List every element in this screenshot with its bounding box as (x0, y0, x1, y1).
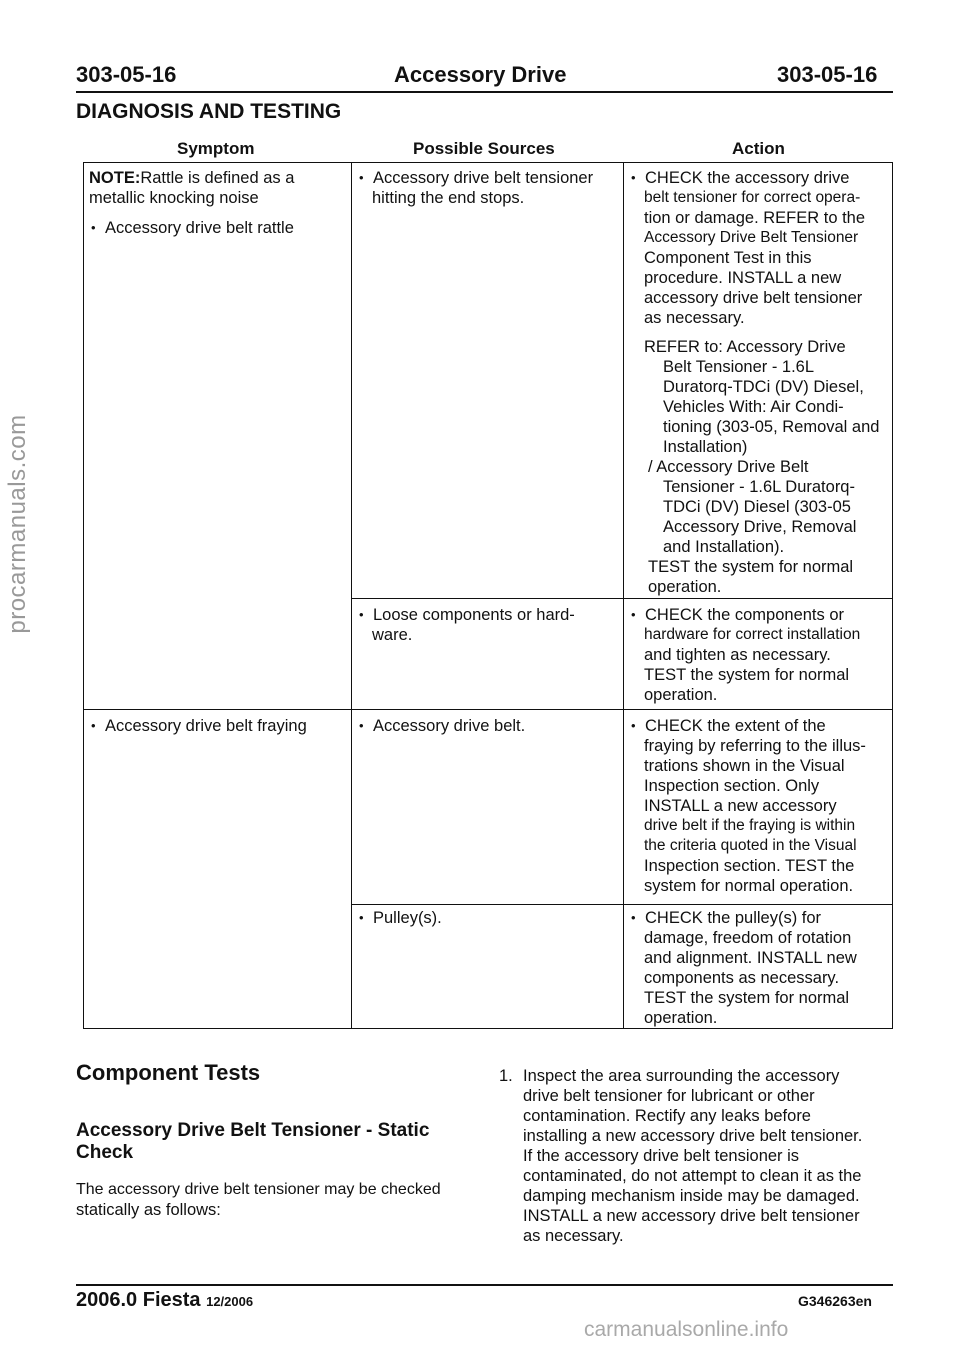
step-line: drive belt tensioner for lubricant or other (523, 1087, 815, 1105)
header-rule (76, 91, 893, 93)
table-row-divider (351, 904, 893, 905)
footer-code: G346263en (798, 1293, 872, 1309)
action-line: components as necessary. (644, 969, 840, 987)
table-row-divider (351, 598, 893, 599)
refer-line: REFER to: Accessory Drive (644, 338, 846, 356)
action-cell (629, 908, 891, 1028)
symptom-cell (89, 716, 347, 736)
refer-line: / Accessory Drive Belt (648, 458, 809, 476)
step-number: 1. (499, 1067, 513, 1085)
action-line: drive belt if the fraying is within (644, 817, 856, 834)
refer-line: Accessory Drive, Removal (663, 518, 857, 536)
action-line: TEST the system for normal (644, 989, 850, 1007)
refer-line: Vehicles With: Air Condi- (663, 398, 844, 416)
refer-line: operation. (648, 578, 722, 596)
table-divider (623, 162, 624, 1029)
step-line: If the accessory drive belt tensioner is (523, 1147, 800, 1165)
source-line: • Pulley(s). (357, 908, 619, 928)
symptom-cell (89, 168, 347, 238)
col-header-sources: Possible Sources (413, 139, 555, 158)
action-line: INSTALL a new accessory (644, 797, 837, 815)
action-line: belt tensioner for correct opera- (644, 189, 861, 206)
action-line: and alignment. INSTALL new (644, 949, 857, 967)
refer-line: Tensioner - 1.6L Duratorq- (663, 478, 855, 496)
action-line: • CHECK the components or (629, 605, 891, 625)
bottom-watermark: carmanualsonline.info (584, 1318, 789, 1341)
step-line: installing a new accessory drive belt tensioner. (523, 1127, 863, 1145)
source-line: • Accessory drive belt tensioner (357, 168, 619, 188)
action-line: fraying by referring to the illus- (644, 737, 866, 755)
source-line: ware. (372, 626, 413, 644)
refer-line: TDCi (DV) Diesel (303-05 (663, 498, 851, 516)
symptom-belt-fraying: • Accessory drive belt fraying (89, 716, 347, 736)
action-line: Inspection section. Only (644, 777, 820, 795)
table-row-divider (83, 709, 893, 710)
action-cell (629, 168, 891, 597)
step-1-text (523, 1066, 903, 1246)
col-header-action: Action (732, 139, 785, 158)
note-line (89, 168, 347, 188)
action-line: procedure. INSTALL a new (644, 269, 842, 287)
source-line: • Accessory drive belt. (357, 716, 619, 736)
action-line: tion or damage. REFER to the (644, 209, 866, 227)
refer-line: Duratorq-TDCi (DV) Diesel, (663, 378, 864, 396)
step-line: damping mechanism inside may be damaged. (523, 1187, 860, 1205)
footer-date: 12/2006 (206, 1294, 254, 1309)
refer-line: Installation) (663, 438, 748, 456)
table-divider (351, 162, 352, 1029)
step-line: INSTALL a new accessory drive belt tensioner (523, 1207, 860, 1225)
intro-line: statically as follows: (76, 1201, 221, 1219)
source-cell (357, 908, 619, 928)
intro-paragraph (76, 1180, 486, 1220)
step-line: Inspect the area surrounding the accessory (523, 1067, 840, 1085)
section-title: DIAGNOSIS AND TESTING (76, 100, 342, 123)
step-line: contaminated, do not attempt to clean it as the (523, 1167, 862, 1185)
action-line: • CHECK the pulley(s) for (629, 908, 891, 928)
refer-line: tioning (303-05, Removal and (663, 418, 880, 436)
side-watermark: procarmanuals.com (4, 414, 31, 634)
action-line: Inspection section. TEST the (644, 857, 855, 875)
source-cell (357, 716, 619, 736)
action-line: Component Test in this (644, 249, 812, 267)
action-line: hardware for correct installation (644, 626, 861, 643)
action-line: system for normal operation. (644, 877, 854, 895)
action-cell (629, 716, 891, 896)
note-label: NOTE: (89, 169, 141, 187)
intro-line: The accessory drive belt tensioner may be checked (76, 1181, 441, 1198)
source-line: • Loose components or hard- (357, 605, 619, 625)
symptom-belt-rattle: • Accessory drive belt rattle (89, 218, 347, 238)
action-line: • CHECK the accessory drive (629, 168, 891, 188)
footer-model-name: 2006.0 Fiesta (76, 1289, 201, 1311)
source-line: hitting the end stops. (372, 189, 525, 207)
page-code-left: 303-05-16 (76, 62, 177, 87)
action-line: and tighten as necessary. (644, 646, 831, 664)
step-line: as necessary. (523, 1227, 624, 1245)
action-line: operation. (644, 1009, 718, 1027)
note-text-2: metallic knocking noise (89, 189, 259, 207)
page-header-title: Accessory Drive (394, 62, 567, 87)
source-cell (357, 168, 619, 208)
step-line: contamination. Rectify any leaks before (523, 1107, 811, 1125)
component-tests-heading: Component Tests (76, 1060, 261, 1085)
action-line: as necessary. (644, 309, 745, 327)
footer-model (76, 1289, 253, 1312)
action-line: TEST the system for normal (644, 666, 850, 684)
static-check-heading (76, 1120, 429, 1164)
refer-line: TEST the system for normal (648, 558, 854, 576)
note-text: Rattle is defined as a (140, 169, 295, 187)
static-check-heading-line1: Accessory Drive Belt Tensioner - Static (76, 1120, 430, 1141)
action-line: damage, freedom of rotation (644, 929, 852, 947)
page-code-right: 303-05-16 (777, 62, 878, 87)
footer-rule (76, 1284, 893, 1286)
col-header-symptom: Symptom (177, 139, 255, 158)
static-check-heading-line2: Check (76, 1142, 134, 1163)
action-line: • CHECK the extent of the (629, 716, 891, 736)
action-line: the criteria quoted in the Visual (644, 837, 857, 854)
action-line: Accessory Drive Belt Tensioner (644, 229, 859, 246)
source-cell (357, 605, 619, 645)
action-cell (629, 605, 891, 705)
refer-line: Belt Tensioner - 1.6L (663, 358, 815, 376)
action-line: trations shown in the Visual (644, 757, 845, 775)
refer-line: and Installation). (663, 538, 785, 556)
action-line: accessory drive belt tensioner (644, 289, 863, 307)
action-line: operation. (644, 686, 718, 704)
